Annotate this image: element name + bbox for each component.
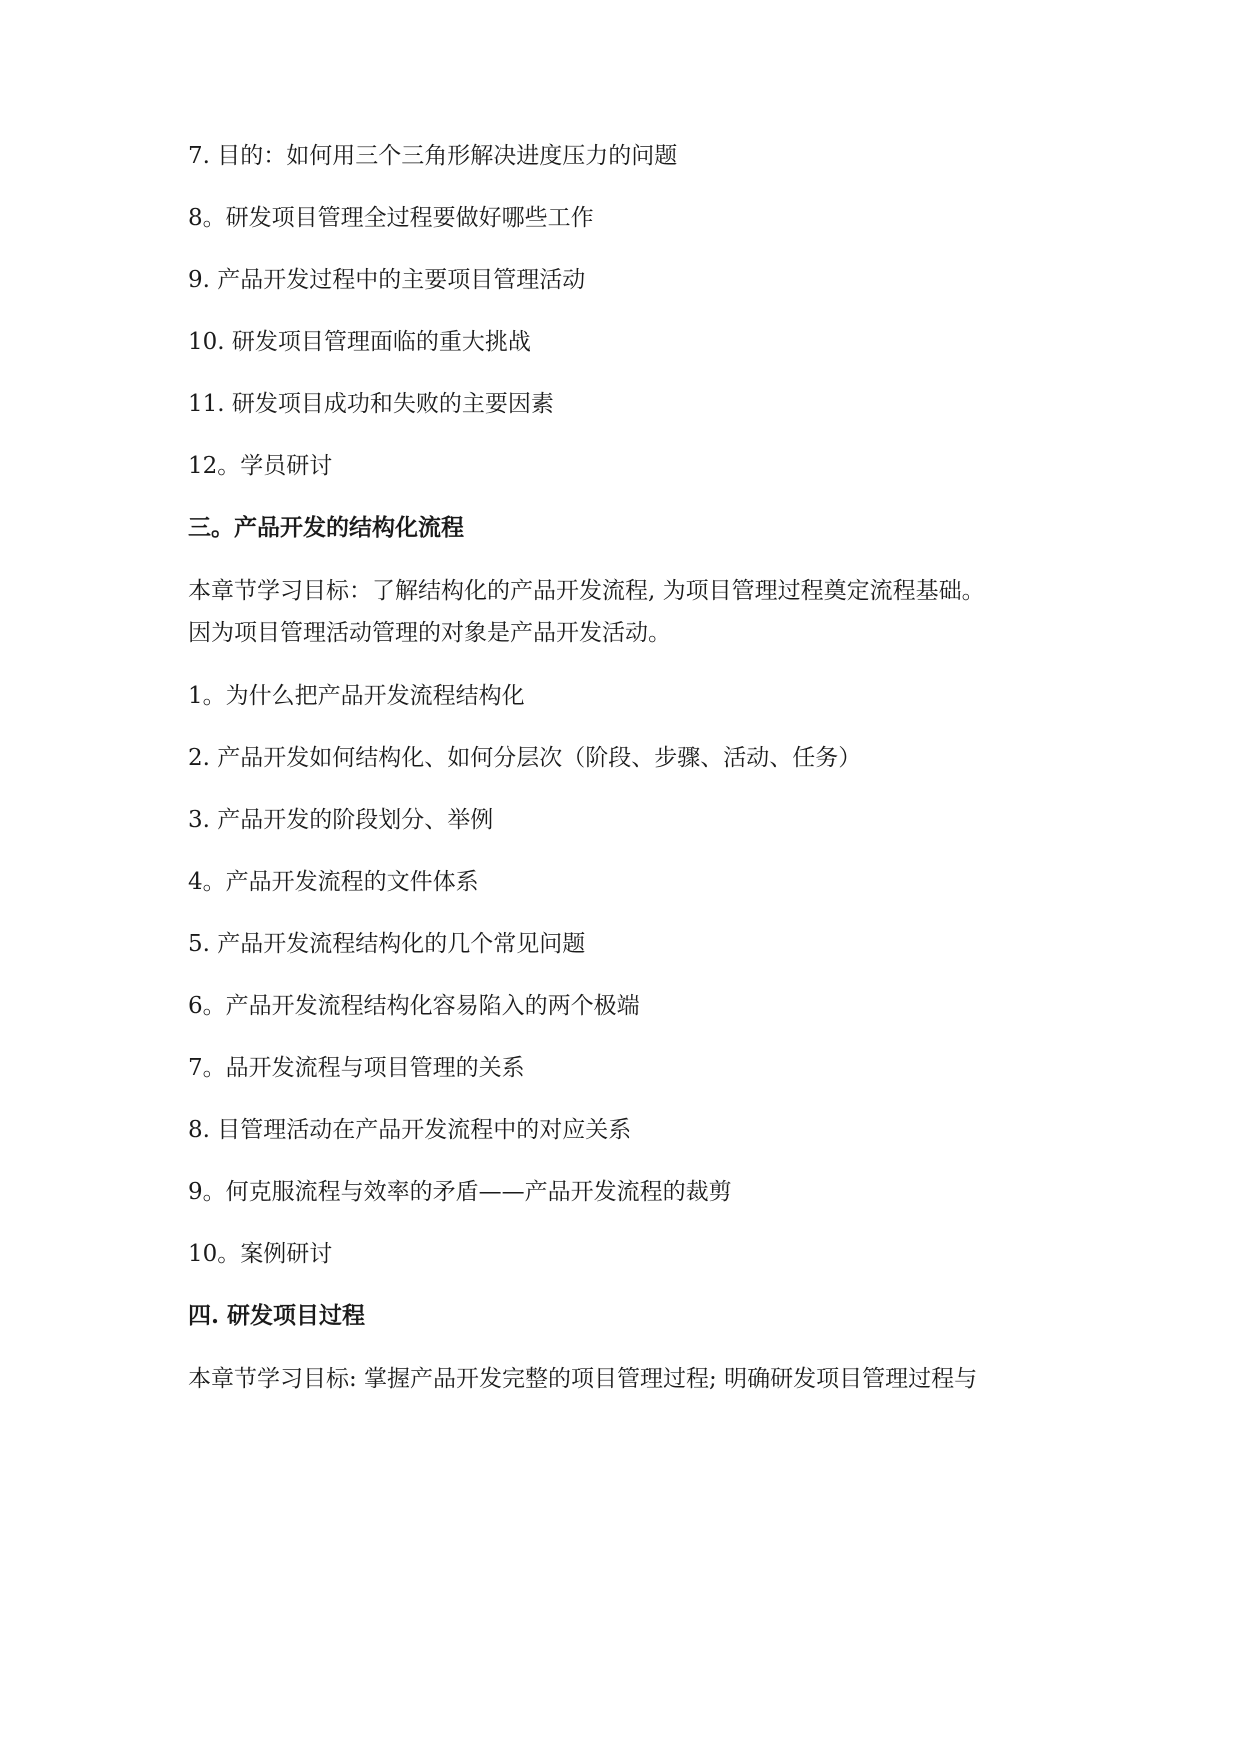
list-item: 5. 产品开发流程结构化的几个常见问题 bbox=[188, 931, 586, 957]
list-item: 10。案例研讨 bbox=[188, 1241, 333, 1267]
list-item: 6。产品开发流程结构化容易陷入的两个极端 bbox=[188, 993, 640, 1019]
list-item: 7。品开发流程与项目管理的关系 bbox=[188, 1055, 525, 1081]
list-item: 9. 产品开发过程中的主要项目管理活动 bbox=[188, 267, 586, 293]
list-item: 9。何克服流程与效率的矛盾——产品开发流程的裁剪 bbox=[188, 1179, 732, 1205]
list-item: 12。学员研讨 bbox=[188, 453, 333, 479]
section-objective: 本章节学习目标: 掌握产品开发完整的项目管理过程; 明确研发项目管理过程与 bbox=[188, 1366, 978, 1392]
list-item: 8。研发项目管理全过程要做好哪些工作 bbox=[188, 205, 594, 231]
section-objective-continued: 因为项目管理活动管理的对象是产品开发活动。 bbox=[188, 620, 671, 646]
section-heading: 四. 研发项目过程 bbox=[188, 1302, 366, 1329]
list-item: 10. 研发项目管理面临的重大挑战 bbox=[188, 329, 531, 355]
section-objective: 本章节学习目标：了解结构化的产品开发流程, 为项目管理过程奠定流程基础。 bbox=[188, 578, 985, 604]
list-item: 3. 产品开发的阶段划分、举例 bbox=[188, 807, 494, 833]
list-item: 2. 产品开发如何结构化、如何分层次（阶段、步骤、活动、任务） bbox=[188, 745, 862, 771]
list-item: 4。产品开发流程的文件体系 bbox=[188, 869, 479, 895]
list-item: 8. 目管理活动在产品开发流程中的对应关系 bbox=[188, 1117, 632, 1143]
list-item: 1。为什么把产品开发流程结构化 bbox=[188, 683, 525, 709]
section-heading: 三。产品开发的结构化流程 bbox=[188, 514, 464, 541]
list-item: 11. 研发项目成功和失败的主要因素 bbox=[188, 391, 554, 417]
list-item: 7. 目的：如何用三个三角形解决进度压力的问题 bbox=[188, 143, 678, 169]
